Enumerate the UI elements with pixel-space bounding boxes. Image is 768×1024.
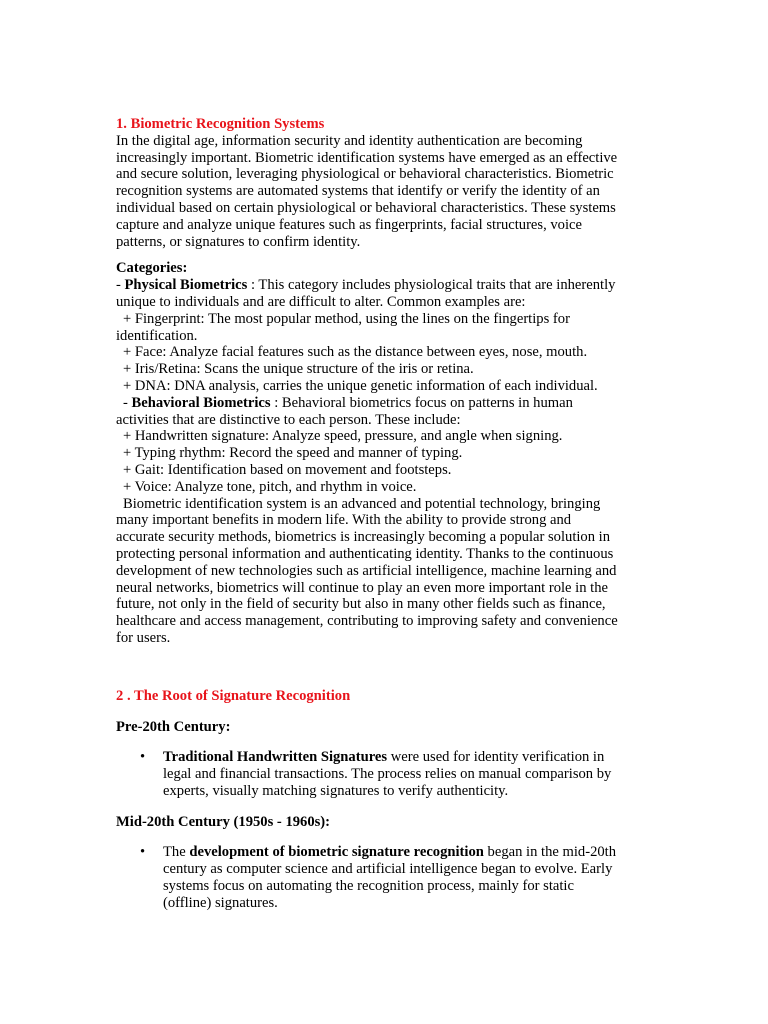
conclusion-line: for users. (116, 629, 171, 646)
era2-bullet-list (116, 844, 656, 911)
era2-lead: The (163, 844, 190, 861)
section1-intro (116, 133, 656, 251)
conclusion-line: Biometric identification system is an advanced and potential technology, bringing (123, 495, 601, 512)
era1-bold: Traditional Handwritten Signatures (163, 749, 388, 766)
era2-bullet-item (116, 844, 656, 911)
physical-item: + Fingerprint: The most popular method, using the lines on the fingertips for (123, 310, 570, 327)
behavioral-item: + Voice: Analyze tone, pitch, and rhythm in voice. (123, 478, 417, 495)
conclusion-line: development of new technologies such as artificial intelligence, machine learning and (116, 562, 617, 579)
era2-line: century as computer science and artificial intelligence began to evolve. Early (163, 861, 613, 878)
behavioral-item: + Handwritten signature: Analyze speed, pressure, and angle when signing. (123, 428, 563, 445)
behavioral-item: + Typing rhythm: Record the speed and manner of typing. (123, 445, 463, 462)
conclusion-line: healthcare and access management, contributing to improving safety and convenience (116, 613, 618, 630)
physical-item: + Face: Analyze facial features such as the distance between eyes, nose, mouth. (123, 344, 588, 361)
physical-intro-line (116, 277, 656, 294)
era1-bullet-item (116, 749, 656, 799)
document-page (116, 116, 656, 912)
behavioral-prefix: - (123, 394, 132, 411)
intro-line: increasingly important. Biometric identification systems have emerged as an effective (116, 149, 618, 166)
era2-line: (offline) signatures. (163, 894, 278, 911)
intro-line: capture and analyze unique features such as fingerprints, facial structures, voice (116, 216, 582, 233)
era2-bold: development of biometric signature recognition (189, 844, 484, 861)
era1-line (163, 749, 656, 766)
section1-title: 1. Biometric Recognition Systems (116, 116, 325, 132)
era1-line: legal and financial transactions. The process relies on manual comparison by (163, 766, 612, 783)
behavioral-intro-line-2: activities that are distinctive to each person. These include: (116, 411, 461, 428)
physical-prefix: - (116, 277, 125, 294)
physical-text: : This category includes physiological traits that are inherently (247, 277, 616, 294)
conclusion-line: future, not only in the field of security but also in many other fields such as finance, (116, 596, 606, 613)
physical-biometrics-block (116, 277, 656, 395)
bullet-icon: • (140, 844, 146, 861)
intro-line: recognition systems are automated systems that identify or verify the identity of an (116, 183, 600, 200)
physical-item: + DNA: DNA analysis, carries the unique genetic information of each individual. (123, 377, 598, 394)
behavioral-text: : Behavioral biometrics focus on patterns in human (270, 394, 573, 411)
intro-line: and secure solution, leveraging physiological or behavioral characteristics. Biometric (116, 166, 614, 183)
behavioral-item: + Gait: Identification based on movement and footsteps. (123, 461, 452, 478)
intro-line: patterns, or signatures to confirm identity. (116, 233, 361, 250)
physical-item: + Iris/Retina: Scans the unique structure of the iris or retina. (123, 361, 474, 378)
era2-heading: Mid-20th Century (1950s - 1960s): (116, 813, 331, 830)
intro-line: In the digital age, information security and identity authentication are becoming (116, 132, 583, 149)
section2-title: 2 . The Root of Signature Recognition (116, 687, 351, 704)
physical-intro-line-2: unique to individuals and are difficult to alter. Common examples are: (116, 293, 526, 310)
section1-conclusion (116, 496, 656, 647)
physical-label: Physical Biometrics (124, 277, 248, 294)
conclusion-line: protecting personal information and authenticating identity. Thanks to the continuous (116, 545, 614, 562)
conclusion-line: accurate security methods, biometrics is increasingly becoming a popular solution in (116, 529, 611, 546)
era2-line (163, 844, 656, 861)
intro-line: individual based on certain physiological or behavioral characteristics. These systems (116, 199, 616, 216)
categories-label: Categories: (116, 260, 188, 277)
era1-heading: Pre-20th Century: (116, 718, 231, 735)
era1-rest: were used for identity verification in (387, 749, 605, 766)
behavioral-label: Behavioral Biometrics (131, 394, 271, 411)
bullet-icon: • (140, 749, 146, 766)
era2-rest: began in the mid-20th (483, 844, 617, 861)
conclusion-line: neural networks, biometrics will continue to play an even more important role in the (116, 579, 608, 596)
physical-item: identification. (116, 327, 198, 344)
era1-line: experts, visually matching signatures to verify authenticity. (163, 782, 509, 799)
behavioral-biometrics-block (116, 395, 656, 496)
era2-line: systems focus on automating the recognition process, mainly for static (163, 878, 574, 895)
era1-bullet-list (116, 749, 656, 799)
conclusion-line: many important benefits in modern life. With the ability to provide strong and (116, 512, 572, 529)
behavioral-intro-line (116, 395, 656, 412)
